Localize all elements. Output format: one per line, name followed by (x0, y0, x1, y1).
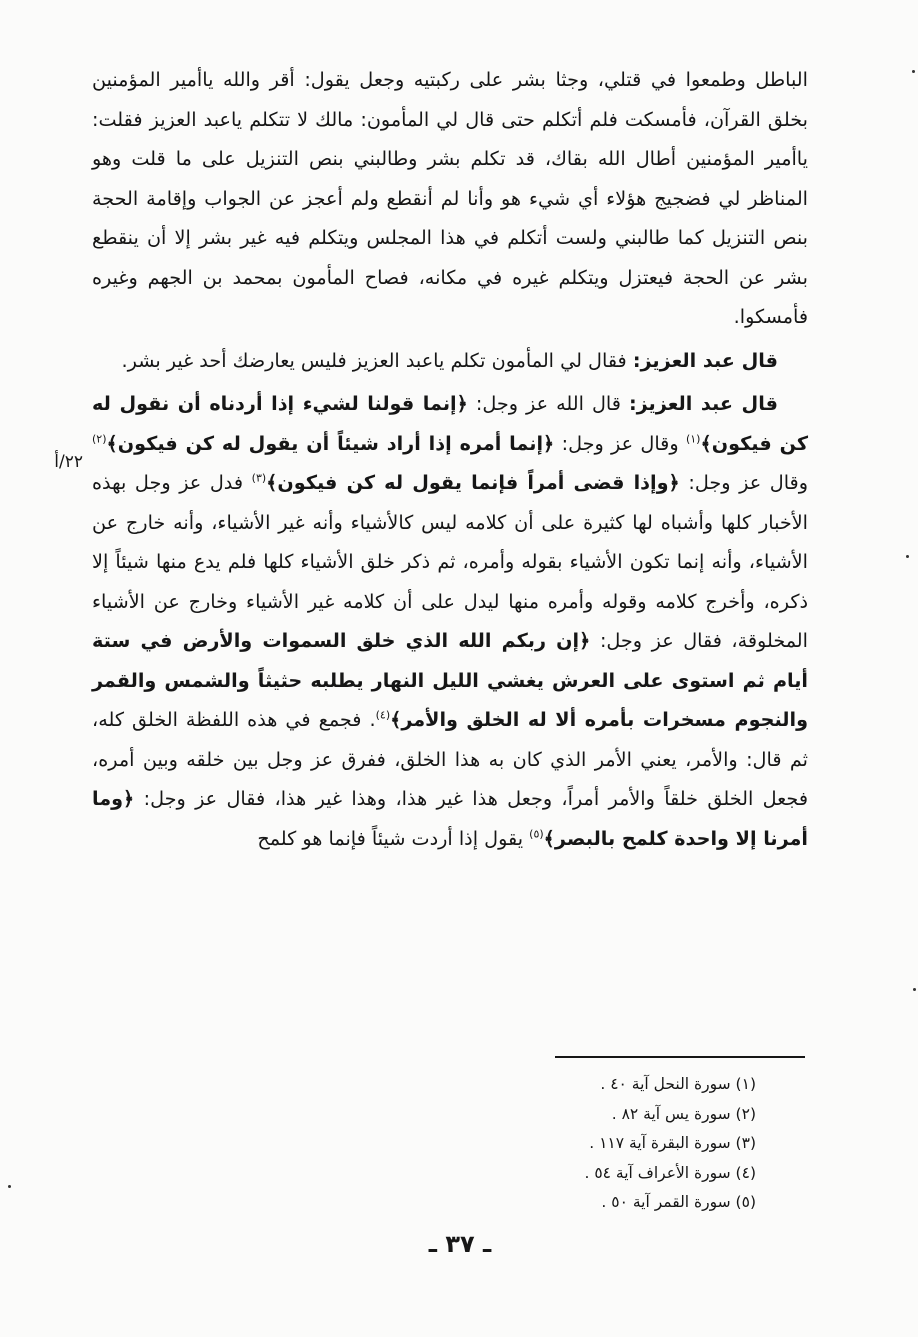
page-number: ـ ٣٧ ـ (428, 1230, 492, 1258)
footnote-3: (٣) سورة البقرة آية ١١٧ . (589, 1134, 756, 1153)
footnote-divider (555, 1056, 805, 1058)
quran-quote-5: ﴿وما أمرنا إلا واحدة كلمح بالبصر﴾ (92, 787, 808, 850)
footnote-2: (٢) سورة يس آية ٨٢ . (611, 1104, 756, 1123)
footnote-4: (٤) سورة الأعراف آية ٥٤ . (584, 1163, 756, 1182)
quran-quote-1: ﴿إنما قولنا لشيء إذا أردناه أن نقول له كن فيكون﴾ (92, 392, 808, 455)
paragraph-2-text: فقال لي المأمون تكلم ياعبد العزيز فليس يعارضك أحد غير بشر. (121, 348, 627, 372)
text-segment: يقول إذا أردت شيئاً فإنما هو كلمح (257, 826, 524, 850)
footnote-5: (٥) سورة القمر آية ٥٠ . (601, 1193, 756, 1212)
footnotes (470, 1070, 756, 1218)
quran-quote-3: ﴿وإذا قضى أمراً فإنما يقول له كن فيكون﴾ (266, 471, 680, 494)
text-segment: قال الله عز وجل: (475, 392, 621, 415)
text-segment: . فجمع في هذه اللفظة الخلق كله، ثم قال: والأمر، يعني الأمر الذي كان به هذا الخلق، ففرق عز وجل بين خلقه وبين أمره، فجعل الخلق خلقاً والأمر أمراً، وجعل هذا غير هذا، وهذا غير هذا، فقال عز وجل: (92, 708, 808, 810)
speaker-label: قال عبد العزيز: (628, 392, 778, 415)
margin-folio-note: ٢٢/أ (54, 452, 83, 472)
quran-quote-2: ﴿إنما أمره إذا أراد شيئاً أن يقول له كن فيكون﴾ (106, 431, 555, 455)
scan-speck (8, 1185, 11, 1188)
text-segment: وقال عز وجل: (561, 431, 679, 455)
footnote-ref-2: (٢) (92, 432, 107, 446)
text-segment: وقال عز وجل: (688, 471, 808, 494)
text-segment: فدل عز وجل بهذه الأخبار كلها وأشباه لها كثيرة على أن كلامه ليس كالأشياء وأنه غير الأشياء، وأنه خارج عن الأشياء، وأنه إنما تكون الأشياء بقوله وأمره، ثم ذكر خلق الأشياء كلها فلم يدع منها شيئاً إلا ذكره، وأخرج كلامه وقوله وأمره منها ليدل على أن كلامه غير الأشياء وخارج عن الأشياء المخلوقة، فقال عز وجل: (92, 471, 808, 652)
quran-quote-4: ﴿إن ربكم الله الذي خلق السموات والأرض في ستة أيام ثم استوى على العرش يغشي الليل النهار يطلبه حثيثاً والشمس والقمر والنجوم مسخرات بأمره ألا له الخلق والأمر﴾ (92, 629, 808, 731)
footnote-ref-3: (٣) (251, 471, 267, 485)
paragraph-3 (92, 384, 808, 858)
main-text (92, 60, 808, 858)
speaker-label: قال عبد العزيز: (632, 348, 778, 372)
paragraph-1 (92, 60, 808, 337)
footnote-ref-5: (٥) (529, 827, 544, 841)
footnote-1: (١) سورة النحل آية ٤٠ . (600, 1075, 756, 1093)
scan-speck (912, 70, 915, 73)
paragraph-1-text: الباطل وطمعوا في قتلي، وجثا بشر على ركبتيه وجعل يقول: أقر والله ياأمير المؤمنين بخلق القرآن، فأمسكت فلم أتكلم حتى قال لي المأمون: مالك لا تتكلم ياعبد العزيز فقلت: ياأمير المؤمنين أطال الله بقاك، قد تكلم بشر وطالبني بنص التنزيل على ما قلت وهو المناظر لي فضجيج هؤلاء أي شيء هو وأنا لم أنقطع ولم أعجز عن الجواب وإقامة الحجة بنص التنزيل كما طالبني ولست أتكلم في هذا المجلس ويتكلم فيه غير بشر إلا أن ينقطع بشر عن الحجة فيعتزل ويتكلم غيره في مكانه، فصاح المأمون بمحمد بن الجهم وغيره فأمسكوا. (92, 68, 808, 328)
footnote-ref-1: (١) (685, 432, 701, 446)
scan-speck (906, 555, 909, 558)
scan-speck (913, 988, 916, 991)
paragraph-2 (92, 341, 808, 381)
footnote-ref-4: (٤) (375, 708, 391, 722)
